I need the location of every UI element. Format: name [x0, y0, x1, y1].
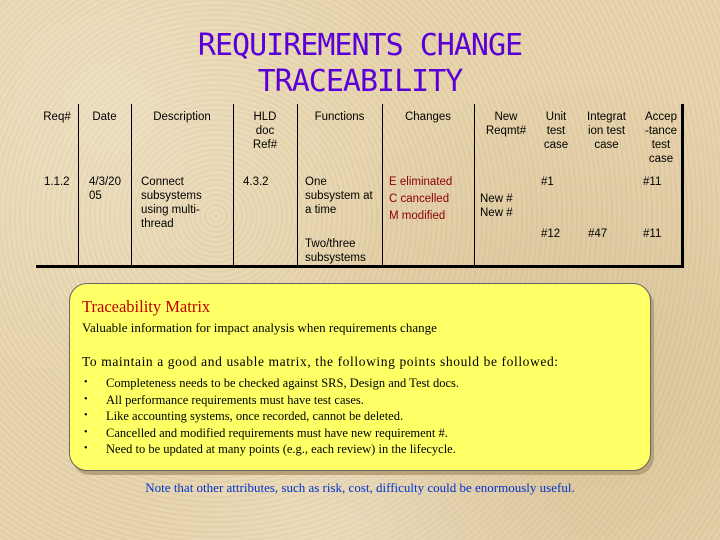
header-accep-line: test	[651, 139, 671, 151]
traceability-matrix-box	[69, 283, 651, 471]
title-line-1: REQUIREMENTS CHANGE	[197, 28, 523, 63]
list-item	[82, 392, 459, 409]
cell-functions-line: subsystems	[305, 252, 366, 264]
cell-functions-2	[305, 237, 366, 265]
bullet-text: All performance requirements must have test cases.	[106, 392, 364, 407]
cell-new-reqmt	[480, 192, 513, 220]
header-accep-line: -tance	[645, 125, 677, 137]
list-item	[82, 408, 459, 425]
header-hld-line: Ref#	[252, 139, 278, 151]
cell-date	[89, 175, 121, 203]
header-new-line: New	[494, 111, 518, 123]
cell-description	[141, 175, 202, 231]
column-divider	[297, 104, 298, 265]
cell-functions-line: a time	[305, 204, 337, 216]
matrix-title: Traceability Matrix	[82, 297, 211, 316]
bullet-dot: •	[84, 443, 88, 454]
header-date: Date	[92, 111, 117, 123]
header-unit-test-case	[534, 110, 578, 152]
header-acceptance-test-case	[636, 110, 686, 166]
bullet-dot: •	[84, 426, 88, 438]
cell-new-line: New #	[480, 207, 513, 219]
header-accep-line: case	[648, 153, 674, 165]
bullet-text: Completeness needs to be checked against SRS, Design and Test docs.	[106, 376, 459, 390]
matrix-lead: To maintain a good and usable matrix, the following points should be followed:	[82, 354, 559, 369]
column-divider	[78, 104, 79, 265]
header-integration-test-case	[580, 110, 633, 152]
matrix-subtitle: Valuable information for impact analysis when requirements change	[82, 320, 437, 335]
column-divider	[131, 104, 132, 265]
title-line-2: TRACEABILITY	[257, 64, 463, 99]
cell-hld-ref: 4.3.2	[243, 176, 269, 188]
cell-req: 1.1.2	[44, 176, 70, 188]
footer-note: Note that other attributes, such as risk, cost, difficulty could be enormously useful.	[145, 480, 575, 495]
cell-description-line: Connect	[141, 176, 184, 188]
cell-changes	[389, 174, 452, 225]
bullet-text: Like accounting systems, once recorded, cannot be deleted.	[106, 409, 404, 423]
header-hld-line: doc	[255, 125, 275, 137]
list-item	[82, 375, 459, 392]
bullet-text: Cancelled and modified requirements must have new requirement #.	[106, 425, 448, 440]
cell-functions-1	[305, 175, 373, 217]
page-title	[0, 28, 720, 100]
cell-acceptance-1: #11	[643, 176, 662, 188]
header-hld-line: HLD	[253, 111, 277, 123]
header-new-reqmt	[474, 110, 538, 138]
header-unit-line: Unit	[545, 111, 567, 123]
cell-description-line: thread	[141, 218, 174, 230]
header-new-line: Reqmt#	[485, 125, 527, 137]
bullet-dot: •	[84, 393, 88, 405]
cell-date-line: 05	[89, 190, 102, 202]
cell-unit-2: #12	[541, 228, 561, 240]
change-eliminated: E eliminated	[389, 176, 453, 188]
change-cancelled: C cancelled	[389, 193, 450, 205]
header-unit-line: test	[546, 125, 566, 137]
column-divider	[382, 104, 383, 265]
list-item	[82, 441, 459, 458]
header-hld-doc-ref	[233, 110, 297, 152]
change-modified: M modified	[389, 210, 446, 222]
header-accep-line: Accep	[645, 111, 677, 123]
cell-functions-line: subsystem at	[305, 190, 373, 202]
bullet-dot: •	[84, 410, 88, 421]
cell-description-line: subsystems	[141, 190, 202, 202]
cell-date-line: 4/3/20	[89, 176, 121, 188]
header-changes: Changes	[404, 111, 452, 123]
header-integ-line: case	[594, 139, 619, 151]
cell-functions-line: Two/three	[305, 238, 356, 250]
bullet-dot: •	[84, 377, 88, 388]
cell-integration: #47	[588, 228, 608, 240]
header-integ-line: Integrat	[587, 111, 626, 123]
bullet-text: Need to be updated at many points (e.g., each review) in the lifecycle.	[106, 442, 456, 456]
bullet-list	[82, 375, 459, 458]
header-description: Description	[153, 111, 211, 123]
header-unit-line: case	[543, 139, 569, 151]
header-req: Req#	[43, 111, 71, 123]
header-integ-line: ion test	[587, 125, 626, 137]
cell-new-line: New #	[480, 193, 513, 205]
list-item	[82, 425, 459, 442]
cell-description-line: using multi-	[141, 204, 200, 216]
cell-unit-1: #1	[541, 176, 554, 188]
traceability-table	[36, 104, 684, 268]
cell-functions-line: One	[305, 176, 327, 188]
header-functions: Functions	[314, 111, 365, 123]
cell-acceptance-2: #11	[643, 228, 662, 240]
